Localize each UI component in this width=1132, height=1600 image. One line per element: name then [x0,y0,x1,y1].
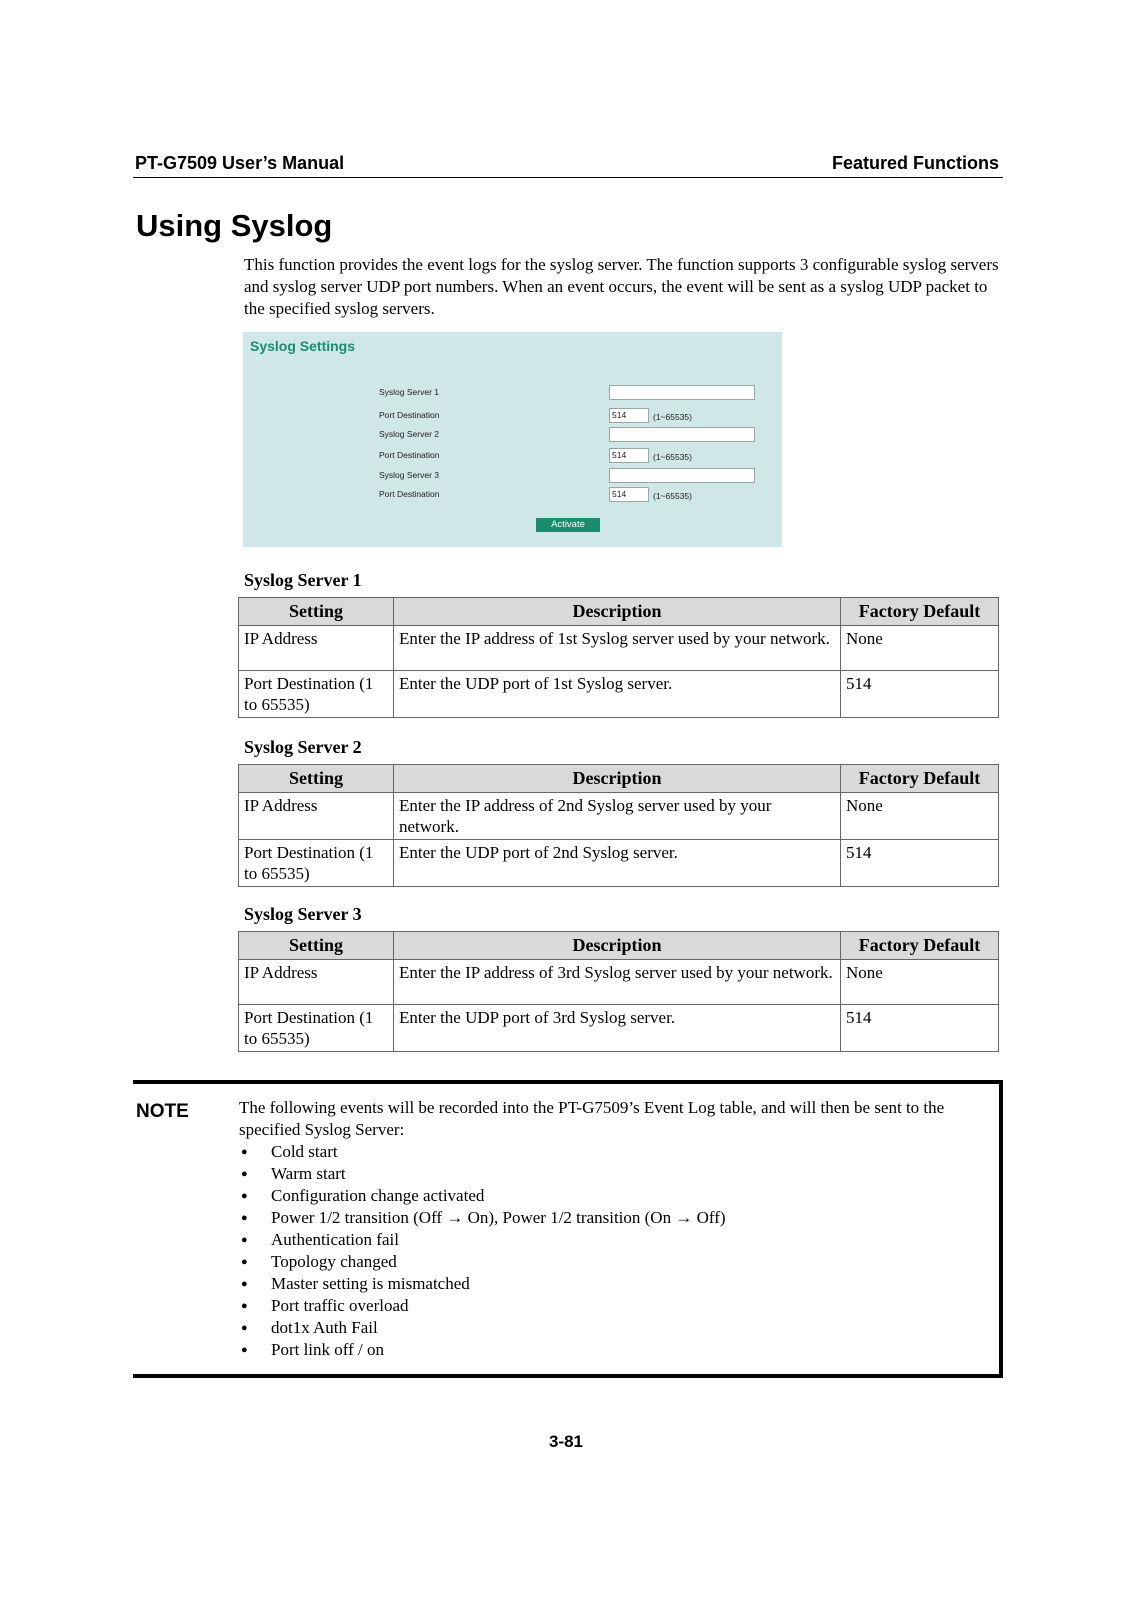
table-row [239,626,999,671]
page-title: Using Syslog [136,208,333,243]
syslog-server-1-input[interactable] [609,385,755,400]
description-cell: Enter the UDP port of 1st Syslog server. [394,671,841,718]
syslog-server-3-table [238,931,999,1052]
setting-cell: IP Address [239,626,394,671]
description-cell: Enter the IP address of 3rd Syslog server used by your network. [394,960,841,1005]
list-item: ● Topology changed [239,1251,979,1273]
list-item: ● Authentication fail [239,1229,979,1251]
default-cell: 514 [841,671,999,718]
syslog-server-1-table [238,597,999,718]
header-manual-title: PT-G7509 User’s Manual [135,153,345,173]
setting-cell: Port Destination (1 to 65535) [239,840,394,887]
note-label: NOTE [136,1101,189,1122]
table-header-row [239,932,999,960]
port-range-2: (1~65535) [653,452,692,462]
default-cell: 514 [841,1005,999,1052]
table-row [239,840,999,887]
column-header-description: Description [394,932,841,960]
column-header-factory-default: Factory Default [841,598,999,626]
syslog-server-2-label: Syslog Server 2 [379,429,439,439]
syslog-settings-screenshot [243,332,782,547]
port-destination-1-label: Port Destination [379,410,440,420]
event-list [239,1141,979,1361]
column-header-setting: Setting [239,765,394,793]
setting-cell: Port Destination (1 to 65535) [239,671,394,718]
list-item: ● Port link off / on [239,1339,979,1361]
syslog-server-3-heading: Syslog Server 3 [244,904,362,924]
port-destination-1-input[interactable]: 514 [609,408,649,423]
table-row [239,1005,999,1052]
header-section-title: Featured Functions [831,153,999,173]
table-header-row [239,598,999,626]
default-cell: None [841,793,999,840]
syslog-server-1-label: Syslog Server 1 [379,387,439,397]
syslog-server-3-input[interactable] [609,468,755,483]
description-cell: Enter the IP address of 1st Syslog server used by your network. [394,626,841,671]
description-cell: Enter the IP address of 2nd Syslog server used by your network. [394,793,841,840]
list-item: ● Cold start [239,1141,979,1163]
description-cell: Enter the UDP port of 2nd Syslog server. [394,840,841,887]
syslog-server-2-input[interactable] [609,427,755,442]
setting-cell: Port Destination (1 to 65535) [239,1005,394,1052]
table-row [239,960,999,1005]
list-item: ● dot1x Auth Fail [239,1317,979,1339]
column-header-factory-default: Factory Default [841,932,999,960]
syslog-server-1-heading: Syslog Server 1 [244,570,362,590]
syslog-server-2-table [238,764,999,887]
port-range-1: (1~65535) [653,412,692,422]
table-row [239,671,999,718]
default-cell: None [841,960,999,1005]
table-header-row [239,765,999,793]
port-range-3: (1~65535) [653,491,692,501]
syslog-server-3-label: Syslog Server 3 [379,470,439,480]
description-cell: Enter the UDP port of 3rd Syslog server. [394,1005,841,1052]
list-item: ● Configuration change activated [239,1185,979,1207]
intro-paragraph: This function provides the event logs for the syslog server. The function supports 3 configurable syslog servers and syslog server UDP port numbers. When an event occurs, the event will be sent as a syslog UDP packet to the specified syslog servers. [244,255,999,318]
port-destination-3-label: Port Destination [379,489,440,499]
syslog-settings-title: Syslog Settings [250,338,356,354]
column-header-description: Description [394,765,841,793]
syslog-server-2-heading: Syslog Server 2 [244,737,362,757]
list-item: ● Warm start [239,1163,979,1185]
port-destination-2-input[interactable]: 514 [609,448,649,463]
note-body [239,1097,979,1361]
activate-button[interactable]: Activate [536,518,600,532]
note-intro-text: The following events will be recorded into the PT-G7509’s Event Log table, and will then be sent to the specified Syslog Server: [239,1098,945,1139]
table-row [239,793,999,840]
port-destination-3-input[interactable]: 514 [609,487,649,502]
column-header-setting: Setting [239,598,394,626]
column-header-factory-default: Factory Default [841,765,999,793]
list-item: ● Port traffic overload [239,1295,979,1317]
column-header-setting: Setting [239,932,394,960]
note-right-border [999,1080,1003,1378]
column-header-description: Description [394,598,841,626]
note-top-border [133,1080,1003,1084]
note-bottom-border [133,1374,1003,1378]
default-cell: 514 [841,840,999,887]
default-cell: None [841,626,999,671]
list-item: ● Power 1/2 transition (Off → On), Power 1/2 transition (On → Off) [239,1207,979,1229]
list-item: ● Master setting is mismatched [239,1273,979,1295]
page-number: 3-81 [548,1432,584,1451]
setting-cell: IP Address [239,793,394,840]
header-rule [133,177,1003,178]
setting-cell: IP Address [239,960,394,1005]
port-destination-2-label: Port Destination [379,450,440,460]
